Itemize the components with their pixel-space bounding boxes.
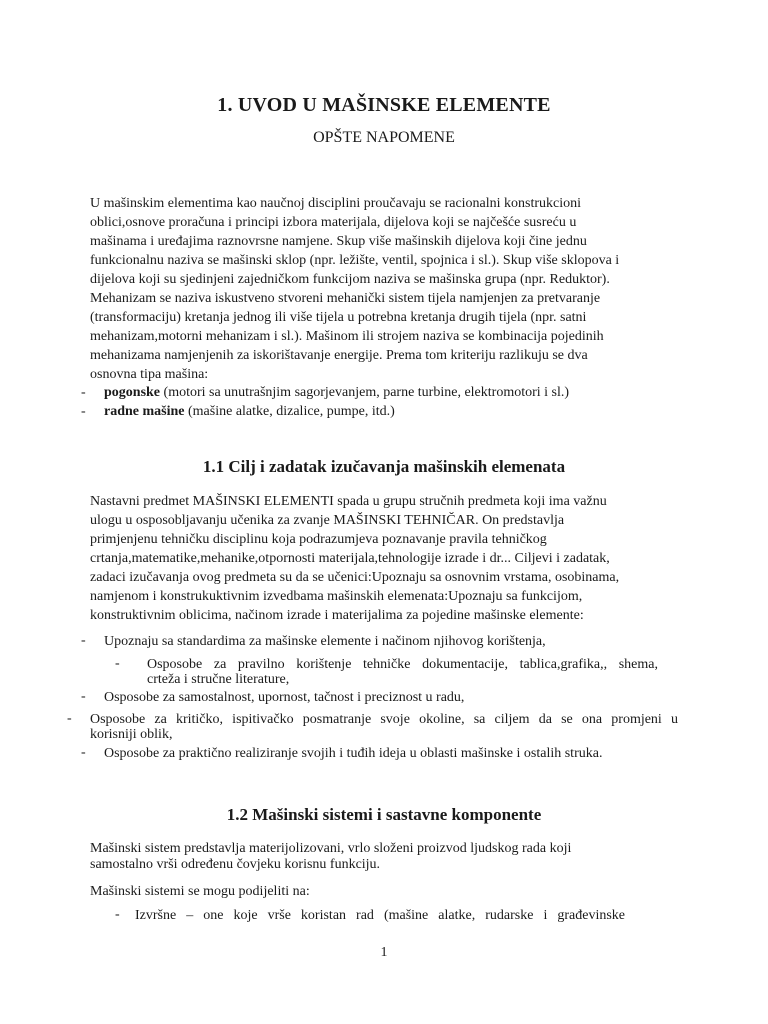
bullet-dash: - [115, 656, 120, 671]
list-item [0, 907, 768, 927]
list-item-text: crteža i stručne literature, [147, 672, 290, 687]
intro-line: oblici,osnove proračuna i principi izbora materijala, dijelova koji se najčešće susreću u [90, 215, 577, 230]
term: radne mašine [104, 404, 185, 419]
list-item [0, 402, 768, 421]
list-item-text: Osposobe za praktično realiziranje svojih i tuđih ideja u oblasti mašinske i ostalih struka. [104, 746, 603, 761]
list-item [0, 745, 768, 765]
section-paragraph [90, 492, 660, 625]
bullet-dash: - [115, 907, 120, 922]
list-item [0, 656, 768, 688]
term-description: (motori sa unutrašnjim sagorjevanjem, parne turbine, elektromotori i sl.) [160, 385, 570, 400]
list-item-text: korisniji oblik, [90, 727, 173, 742]
page-number: 1 [380, 945, 388, 960]
section-heading: 1.2 Mašinski sistemi i sastavne komponente [226, 805, 542, 824]
section-paragraph [90, 884, 690, 904]
paragraph-line: samostalno vrši određenu čovjeku korisnu funkciju. [90, 857, 381, 872]
term: pogonske [104, 385, 161, 400]
list-item-text: Izvršne – one koje vrše koristan rad (mašine alatke, rudarske i građevinske [135, 908, 625, 923]
list-item-text [104, 404, 395, 419]
bullet-dash: - [67, 711, 72, 726]
list-item [0, 711, 768, 743]
intro-line: (transformaciju) kretanja jednog ili više tijela u potrebna kretanja drugih tijela (npr. satni [90, 310, 587, 325]
bullet-dash: - [81, 689, 86, 704]
intro-line: Mehanizam se naziva iskustveno stvoreni mehanički sistem tijela namjenjen za pretvaranje [90, 291, 601, 306]
intro-line: funkcionalnu naziva se mašinski sklop (npr. ležište, ventil, spojnica i sl.). Skup više sklopova i [90, 253, 620, 268]
intro-line: mehanizam,motorni mehanizam i sl.). Mašinom ili strojem naziva se kombinacija pojedinih [90, 329, 604, 344]
paragraph-line: Mašinski sistemi se mogu podijeliti na: [90, 884, 310, 899]
term-description: (mašine alatke, dizalice, pumpe, itd.) [184, 404, 395, 419]
list-item-text: Osposobe za kritičko, ispitivačko posmatranje svoje okoline, sa ciljem da se ona promjeni u [90, 712, 678, 727]
bullet-dash: - [81, 404, 86, 419]
list-item-text: Upoznaju sa standardima za mašinske elemente i načinom njihovog korištenja, [104, 634, 546, 649]
paragraph-line: zadaci izučavanja ovog predmeta su da se učenici:Upoznaju sa osnovnim vrstama, osobinama, [90, 570, 620, 585]
list-item [0, 633, 768, 653]
intro-line: U mašinskim elementima kao naučnoj disciplini proučavaju se racionalni konstrukcioni [90, 196, 582, 211]
paragraph-line: crtanja,matematike,mehanike,otpornosti materijala,tehnologije izrade i dr... Ciljevi i zadatak, [90, 551, 610, 566]
page-title: 1. UVOD U MAŠINSKE ELEMENTE [217, 94, 551, 116]
list-item-text [104, 385, 569, 400]
paragraph-line: Mašinski sistem predstavlja materijolizovani, vrlo složeni proizvod ljudskog rada koji [90, 841, 572, 856]
section-heading: 1.1 Cilj i zadatak izučavanja mašinskih elemenata [202, 457, 566, 476]
list-item-text: Osposobe za pravilno korištenje tehničke dokumentacije, tablica,grafika,, shema, [147, 657, 658, 672]
section-paragraph [90, 841, 690, 875]
intro-line: osnovna tipa mašina: [90, 367, 209, 382]
paragraph-line: Nastavni predmet MAŠINSKI ELEMENTI spada u grupu stručnih predmeta koji ima važnu [90, 494, 607, 509]
list-item [0, 383, 768, 402]
paragraph-line: namjenom i konstrukuktivnim izvedbama mašinskih elemenata:Upoznaju sa funkcijom, [90, 589, 583, 604]
paragraph-line: primjenjenu tehničku disciplinu koja podrazumjeva poznavanje pravila tehničkog [90, 532, 547, 547]
bullet-dash: - [81, 633, 86, 648]
list-item-text: Osposobe za samostalnost, upornost, tačnost i preciznost u radu, [104, 690, 465, 705]
paragraph-line: ulogu u osposobljavanju učenika za zvanje MAŠINSKI TEHNIČAR. On predstavlja [90, 513, 565, 528]
intro-line: mehanizama namjenjenih za iskorištavanje energije. Prema tom kriteriju razlikuju se dva [90, 348, 588, 363]
intro-line: dijelova koji su sjedinjeni zajedničkom funkcijom naziva se mašinska grupa (npr. Reduktor). [90, 272, 610, 287]
paragraph-line: konstruktivnim oblicima, načinom izrade i materijalima za pojedine mašinske elemente: [90, 608, 584, 623]
page-subtitle: OPŠTE NAPOMENE [313, 129, 455, 146]
intro-line: mašinama i uređajima raznovrsne namjene. Skup više mašinskih dijelova koji čine jednu [90, 234, 587, 249]
bullet-dash: - [81, 745, 86, 760]
intro-paragraph [90, 194, 660, 384]
bullet-dash: - [81, 385, 86, 400]
list-item [0, 689, 768, 709]
